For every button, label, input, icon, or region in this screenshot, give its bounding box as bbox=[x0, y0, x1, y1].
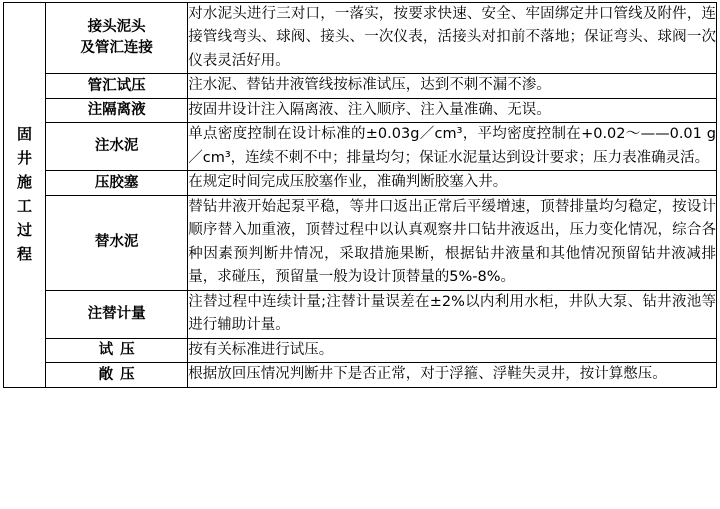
table-row bbox=[4, 74, 717, 98]
process-item-name bbox=[46, 171, 188, 195]
process-item-name bbox=[46, 195, 188, 290]
process-description-text: 按有关标准进行试压。 bbox=[188, 341, 334, 358]
process-description bbox=[188, 3, 717, 74]
process-description bbox=[188, 98, 717, 122]
process-description bbox=[188, 363, 717, 387]
table-row bbox=[4, 290, 717, 338]
table-row bbox=[4, 363, 717, 387]
process-item-line: 试压 bbox=[98, 342, 142, 359]
process-description-text: 替钻井液开始起泵平稳，等井口返出正常后平缓增速，顶替排量均匀稳定，按设计顺序替入加重液，顶替过程中以认真观察井口钻井液返出，压力变化情况，综合各种因素预判断井情况，采取措施果断，根据钻井液量和其他情况预留钻井液减排量，求碰压，预留量一般为设计顶替量的5%-8%。 bbox=[188, 198, 716, 286]
row-group-label-char: 井 bbox=[17, 149, 33, 168]
table-row bbox=[4, 98, 717, 122]
process-item-line: 注水泥 bbox=[94, 138, 139, 155]
table-body bbox=[4, 3, 717, 388]
process-item-line: 替水泥 bbox=[94, 234, 139, 251]
row-group-label-char: 固 bbox=[17, 125, 33, 144]
construction-process-table bbox=[3, 2, 717, 388]
process-item-line: 注替计量 bbox=[87, 305, 146, 322]
process-item-line: 管汇试压 bbox=[87, 77, 146, 94]
process-description bbox=[188, 290, 717, 338]
row-group-label bbox=[4, 3, 46, 388]
table-row bbox=[4, 171, 717, 195]
process-item-name bbox=[46, 123, 188, 171]
row-group-label-char: 程 bbox=[17, 245, 33, 264]
table-row bbox=[4, 338, 717, 362]
process-item-line: 及管汇连接 bbox=[80, 40, 153, 57]
process-description-text: 根据放回压情况判断井下是否正常，对于浮箍、浮鞋失灵井，按计算憋压。 bbox=[188, 366, 667, 383]
row-group-label-char: 施 bbox=[17, 173, 33, 192]
process-item-name bbox=[46, 74, 188, 98]
process-item-name bbox=[46, 290, 188, 338]
row-group-label-char: 过 bbox=[17, 221, 33, 240]
table-row bbox=[4, 123, 717, 171]
process-description bbox=[188, 171, 717, 195]
process-description-text: 对水泥头进行三对口，一落实，按要求快速、安全、牢固绑定井口管线及附件，连接管线弯头、球阀、接头、一次仪表，活接头对扣前不落地；保证弯头、球阀一次仪表灵活好用。 bbox=[188, 6, 716, 69]
process-description-text: 注替过程中连续计量;注替计量误差在±2%以内利用水柜，井队大泵、钻井液池等进行辅助计量。 bbox=[188, 293, 716, 334]
process-item-line: 注隔离液 bbox=[87, 102, 146, 119]
process-item-line: 敞压 bbox=[98, 366, 142, 383]
process-description bbox=[188, 74, 717, 98]
table-row bbox=[4, 3, 717, 74]
process-item-name bbox=[46, 363, 188, 387]
process-description bbox=[188, 338, 717, 362]
table-row bbox=[4, 195, 717, 290]
row-group-label-char: 工 bbox=[17, 197, 33, 216]
process-item-name bbox=[46, 3, 188, 74]
process-item-name bbox=[46, 338, 188, 362]
process-item-name bbox=[46, 98, 188, 122]
process-description bbox=[188, 195, 717, 290]
process-item-line: 接头泥头 bbox=[87, 19, 146, 36]
process-description-text: 按固井设计注入隔离液、注入顺序、注入量准确、无误。 bbox=[188, 101, 551, 118]
process-description-text: 注水泥、替钻井液管线按标准试压，达到不刺不漏不渗。 bbox=[188, 77, 551, 94]
process-description-text: 在规定时间完成压胶塞作业，准确判断胶塞入井。 bbox=[188, 174, 508, 191]
process-item-line: 压胶塞 bbox=[94, 174, 139, 191]
process-description-text: 单点密度控制在设计标准的±0.03g／cm³，平均密度控制在+0.02～——0.01 g／cm³，连续不刺不中；排量均匀；保证水泥量达到设计要求；压力表准确灵活。 bbox=[188, 126, 716, 166]
process-description bbox=[188, 123, 717, 171]
